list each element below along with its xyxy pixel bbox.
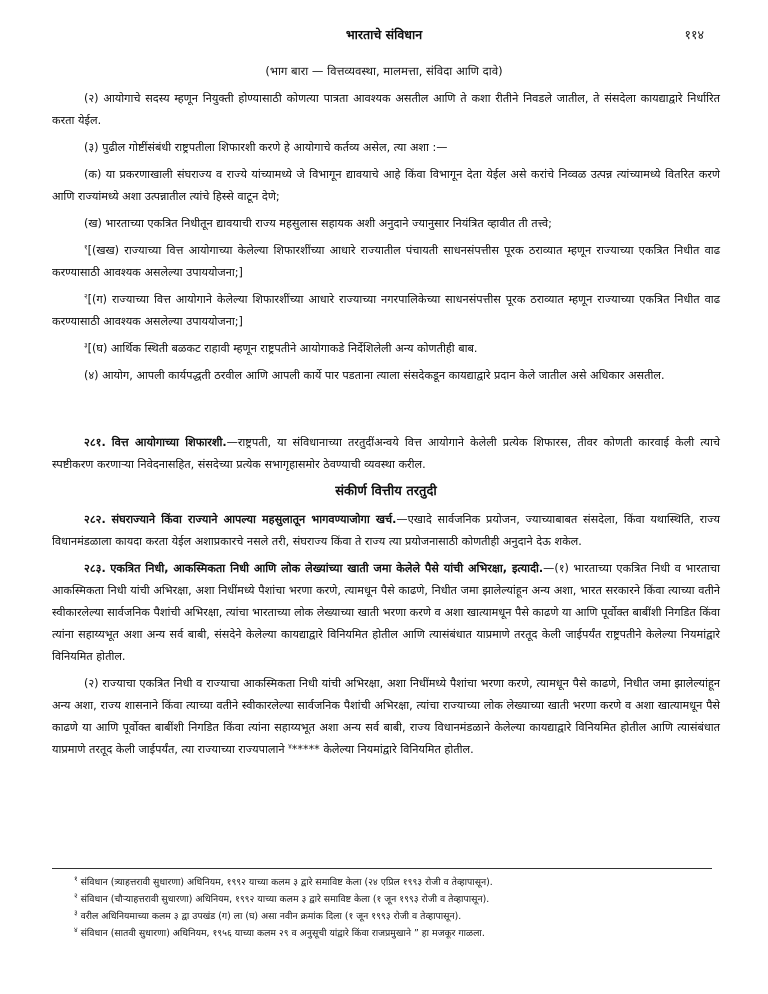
clause-2: (२) आयोगाचे सदस्य म्हणून नियुक्ती होण्यासाठी कोणत्या पात्रता आवश्यक असतील आणि ते कशा रीतीने निवडले जातील, ते संसदेला कायद्याद्वारे निर्धारित करता येईल. [52, 92, 720, 127]
footnotes [52, 874, 720, 942]
article-text-end: केलेल्या नियमांद्वारे विनियमित होतील. [319, 743, 474, 756]
article-heading: संघराज्याने किंवा राज्याने आपल्या महसुलातून भागवण्याजोगा खर्च. [111, 513, 397, 526]
footnote-1: $^१$ संविधान (त्र्याहत्तरावी सुधारणा) अधिनियम, १९९२ याच्या कलम ३ द्वारे समाविष्ट केला (२४ एप्रिल १९९३ रोजी व तेव्हापासून). [74, 874, 493, 888]
footnote-4: $^४$ संविधान (सातवी सुधारणा) अधिनियम, १९५६ याच्या कलम २९ व अनुसूची यांद्वारे किंवा राजप्रमुखाने ” हा मजकूर गाळला. [74, 925, 485, 939]
section-title: संकीर्ण वित्तीय तरतुदी [335, 484, 437, 499]
running-title: भारताचे संविधान [345, 27, 423, 42]
footnote-ref: ३ [84, 341, 88, 350]
article-283-paragraph-1 [52, 558, 720, 668]
footnote-2: $^२$ संविधान (चौऱ्याहत्तरावी सुधारणा) अधिनियम, १९९२ याच्या कलम ३ द्वारे समाविष्ट केला (१ जून १९९३ रोजी व तेव्हापासून). [74, 891, 490, 905]
footnote-ref: १ [84, 243, 88, 252]
footnote-3: $^३$ वरील अधिनियमाच्या कलम ३ द्वा उपखंड (ग) ला (घ) असा नवीन क्रमांक दिला (१ जून १९९३ रोजी व तेव्हापासून). [74, 908, 462, 922]
part-subheading: (भाग बारा — वित्तव्यवस्था, मालमत्ता, संविदा आणि दावे) [265, 64, 503, 78]
sub-clause-ga: $^२$[(ग) राज्याच्या वित्त आयोगाने केलेल्या शिफारशींच्या आधारे राज्याच्या नगरपालिकेच्या साधनसंपत्तीस पूरक ठराव्यात म्हणून राज्याच्या एकत्रित निधीत वाढ करण्यासाठी आवश्यक असलेल्या उपाययोजना;] [52, 292, 720, 328]
article-number: २८३. [84, 562, 106, 575]
article-282-paragraph [52, 509, 720, 553]
article-text: (२) राज्याचा एकत्रित निधी व राज्याचा आकस्मिकता निधी यांची अभिरक्षा, अशा निधींमध्ये पैशांचा भरणा करणे, त्यामधून पैसे काढणे, निधीत जमा झालेल्यांहून अन्य अशा, राज्य शासनाने किंवा त्याच्या वतीने स्वीकारलेल्या सार्वजनिक पैशांची अभिरक्षा, त्यांचा राज्याच्या लोक लेख्याच्या खाती भरणा करणे व अशा खात्यामधून पैसे काढणे या आणि पूर्वोक्त बाबींशी निगडित किंवा त्यांना सहाय्यभूत अशा अन्य सर्व बाबी, राज्य विधानमंडळाने केलेल्या कायद्याद्वारे विनियमित होतील आणि त्यासंबंधात याप्रमाणे तरतूद केली जाईपर्यंत, त्या राज्याच्या राज्यपालाने [52, 677, 720, 756]
clause-4: (४) आयोग, आपली कार्यपद्धती ठरवील आणि आपली कार्ये पार पडताना त्याला संसदेकडून कायद्याद्वारे प्रदान केले जातील असे अधिकार असतील. [84, 369, 665, 382]
article-281-paragraph [52, 432, 720, 476]
footnote-divider [52, 868, 712, 869]
article-heading: वित्त आयोगाच्या शिफारशी. [111, 436, 227, 449]
article-text: —राष्ट्रपती, या संविधानाच्या तरतुदींअन्वये वित्त आयोगाने केलेली प्रत्येक शिफारस, तीवर कोणती कारवाई केली त्याचे स्पष्टीकरण करणाऱ्या निवेदनासहित, संसदेच्या प्रत्येक सभागृहासमोर ठेवण्याची व्यवस्था करील. [52, 436, 720, 471]
clause-3: (३) पुढील गोष्टींसंबंधी राष्ट्रपतीला शिफारशी करणे हे आयोगाचे कर्तव्य असेल, त्या अशा :— [84, 141, 448, 154]
sub-clause-gha: $^३$[(घ) आर्थिक स्थिती बळकट राहावी म्हणून राष्ट्रपतीने आयोगाकडे निर्देशिलेली अन्य कोणतीही बाब. [84, 341, 478, 355]
article-number: २८१. [84, 436, 106, 449]
page-number: ११४ [684, 27, 704, 42]
page-header [0, 26, 768, 46]
article-number: २८२. [84, 513, 106, 526]
footnote-ref-omission: ४ [288, 742, 292, 751]
article-heading: एकत्रित निधी, आकस्मिकता निधी आणि लोक लेख्यांच्या खाती जमा केलेले पैसे यांची अभिरक्षा, इत्यादी. [110, 562, 544, 575]
omission-asterisks: ***** [291, 743, 320, 756]
sub-clause-kha: (ख) भारताच्या एकत्रित निधीतून द्यावयाची राज्य महसुलास सहायक अशी अनुदाने ज्यानुसार नियंत्रित व्हावीत ती तत्त्वे; [84, 217, 552, 230]
article-280-continuation [52, 88, 720, 392]
footnote-ref: २ [84, 292, 88, 301]
article-text: —एखादे सार्वजनिक प्रयोजन, ज्याच्याबाबत संसदेला, किंवा यथास्थिति, राज्य विधानमंडळाला कायदा करता येईल अशाप्रकारचे नसले तरी, संघराज्य किंवा ते राज्य त्या प्रयोजनासाठी कोणतीही अनुदाने देऊ शकेल. [52, 513, 720, 548]
article-281 [52, 432, 720, 766]
sub-clause-ka: (क) या प्रकरणाखाली संघराज्य व राज्ये यांच्यामध्ये जे विभागून द्यावयाचे आहे किंवा विभागून देता येईल असे करांचे निव्वळ उत्पन्न त्यांच्यामध्ये वितरित करणे आणि राज्यांमध्ये अशा उत्पन्नातील त्यांचे हिस्से वाटून देणे; [52, 168, 720, 203]
article-text: —(१) भारताच्या एकत्रित निधी व भारताचा आकस्मिकता निधी यांची अभिरक्षा, अशा निधींमध्ये पैशांचा भरणा करणे, त्यामधून पैसे काढणे, निधीत जमा झालेल्यांहून अन्य अशा, भारत सरकारने किंवा त्याच्या वतीने स्वीकारलेल्या सार्वजनिक पैशांची अभिरक्षा, त्यांचा भारताच्या लोक लेख्याच्या खाती भरणा करणे व अशा खात्यामधून पैसे काढणे या आणि पूर्वोक्त बाबींशी निगडित किंवा त्यांना सहाय्यभूत अशा अन्य सर्व बाबी, संसदेने केलेल्या कायद्याद्वारे विनियमित होतील आणि त्यासंबंधात याप्रमाणे तरतूद केली जाईपर्यंत राष्ट्रपतीने केलेल्या नियमांद्वारे विनियमित होतील. [52, 562, 720, 663]
sub-clause-khakha: $^१$[(खख) राज्याच्या वित्त आयोगाच्या केलेल्या शिफारशींच्या आधारे राज्यातील पंचायती साधनसंपत्तीस पूरक ठराव्यात म्हणून राज्याच्या एकत्रित निधीत वाढ करण्यासाठी आवश्यक असलेल्या उपाययोजना;] [52, 243, 720, 279]
article-283-paragraph-2 [52, 673, 720, 761]
